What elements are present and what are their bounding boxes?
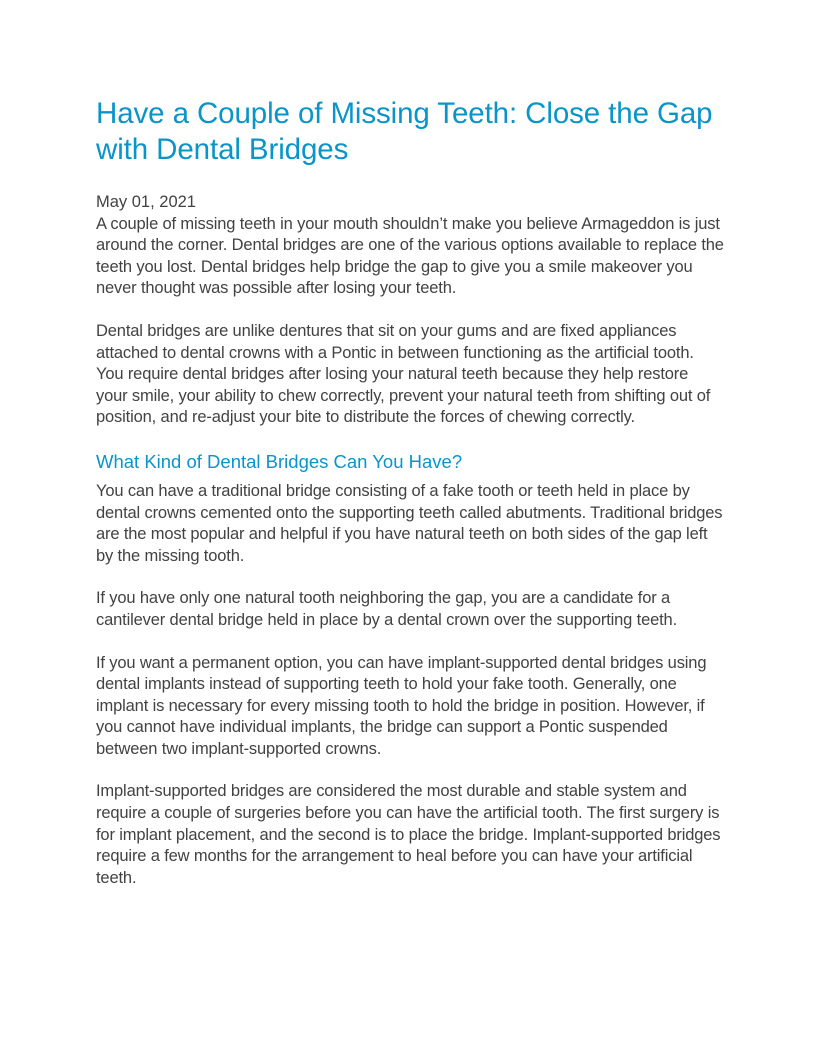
article	[96, 96, 724, 910]
section-paragraph-2: If you have only one natural tooth neighboring the gap, you are a candidate for a cantilever dental bridge held in place by a dental crown over the supporting teeth.	[96, 589, 678, 629]
section-paragraph-3: If you want a permanent option, you can have implant-supported dental bridges using dental implants instead of supporting teeth to hold your fake tooth. Generally, one implant is necessary for every missing tooth to hold the bridge in position. However, if you cannot have individual implants, the bridge can support a Pontic suspended between two implant-supported crowns.	[96, 653, 707, 758]
intro-paragraph-2: Dental bridges are unlike dentures that sit on your gums and are fixed appliances attached to dental crowns with a Pontic in between functioning as the artificial tooth. You require dental bridges after losing your natural teeth because they help restore your smile, your ability to chew correctly, prevent your natural teeth from shifting out of position, and re-adjust your bite to distribute the forces of chewing correctly.	[96, 321, 711, 427]
section-heading: What Kind of Dental Bridges Can You Have?	[96, 450, 463, 472]
article-date: May 01, 2021	[96, 193, 196, 211]
section-paragraph-4: Implant-supported bridges are considered the most durable and stable system and require a couple of surgeries before you can have the artificial tooth. The first surgery is for implant placement, and the second is to place the bridge. Implant-supported bridges require a few months for the arrangement to heal before you can have your artificial teeth.	[96, 782, 721, 887]
article-title: Have a Couple of Missing Teeth: Close the Gap with Dental Bridges	[96, 97, 713, 166]
intro-paragraph-1: A couple of missing teeth in your mouth shouldn’t make you believe Armageddon is just around the corner. Dental bridges are one of the various options available to replace the teeth you lost. Dental bridges help bridge the gap to give you a smile makeover you never thought was possible after losing your teeth.	[96, 214, 724, 298]
section-paragraph-1: You can have a traditional bridge consisting of a fake tooth or teeth held in place by dental crowns cemented onto the supporting teeth called abutments. Traditional bridges are the most popular and helpful if you have natural teeth on both sides of the gap left by the missing tooth.	[96, 481, 723, 565]
